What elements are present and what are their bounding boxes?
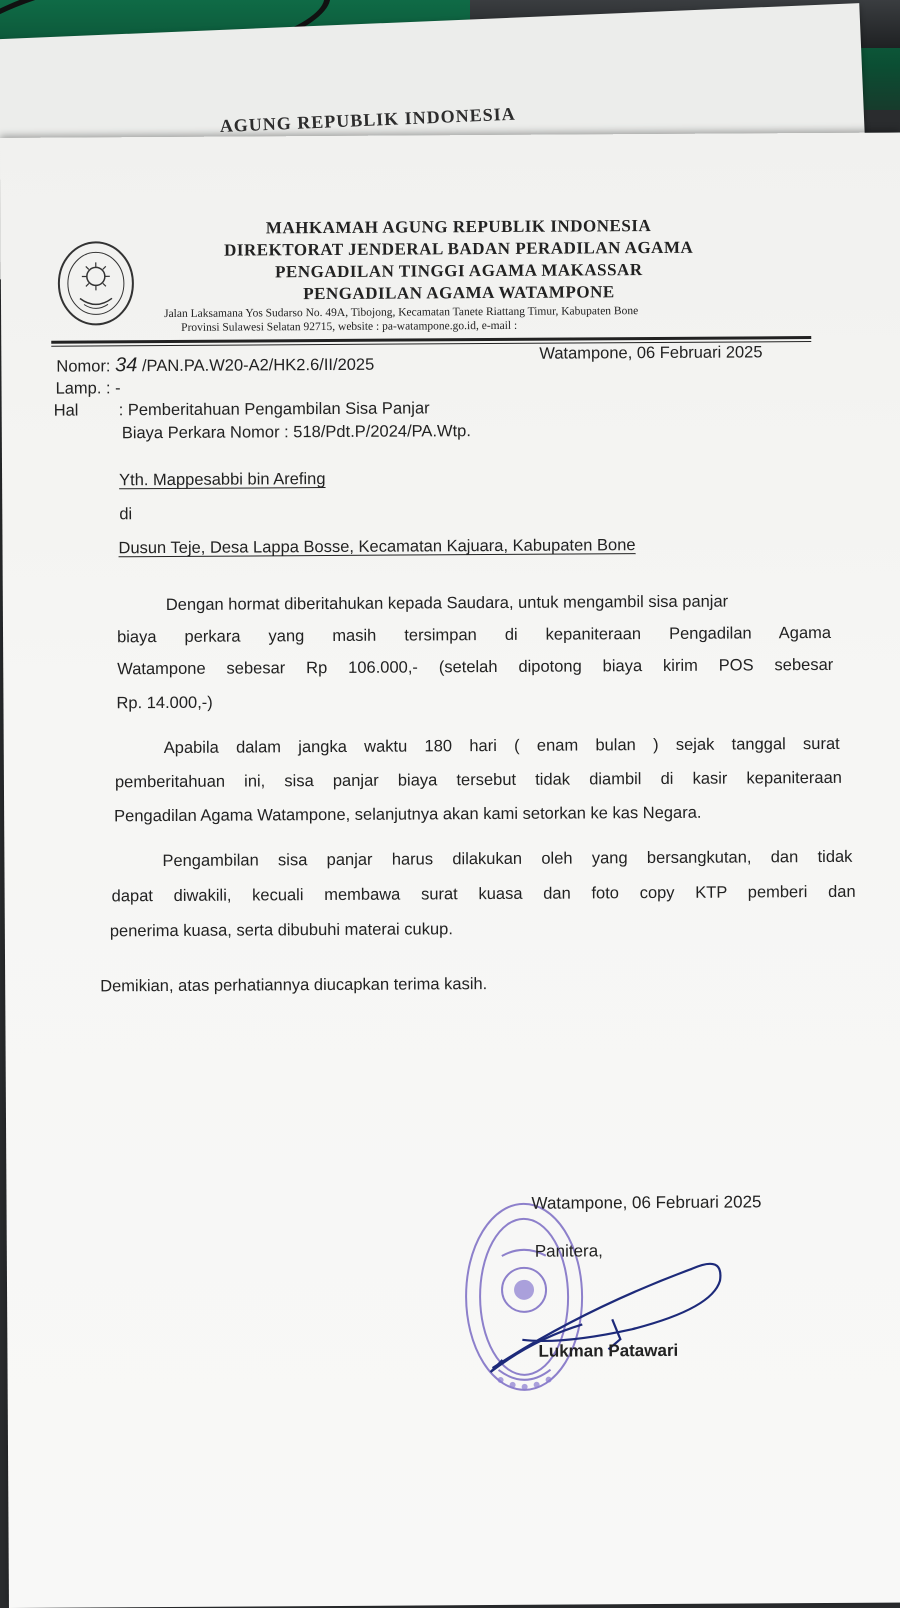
paragraph-1-line-3: Watampone sebesar Rp 106.000,- (setelah dipotong biaya kirim POS sebesar	[117, 656, 833, 679]
hal-label: Hal	[54, 402, 79, 421]
letterhead-address-1: Jalan Laksamana Yos Sudarso No. 49A, Tibojong, Kecamatan Tanete Riattang Timur, Kabupaten Bone	[164, 305, 638, 320]
recipient-name: Yth. Mappesabbi bin Arefing	[119, 470, 326, 490]
letter-place-date: Watampone, 06 Februari 2025	[539, 343, 762, 363]
nomor-rest: /PAN.PA.W20-A2/HK2.6/II/2025	[142, 356, 374, 375]
paragraph-1-line-2: biaya perkara yang masih tersimpan di kepaniteraan Pengadilan Agama	[117, 624, 831, 647]
signature-role: Panitera,	[535, 1241, 603, 1261]
paragraph-2-line-1: Apabila dalam jangka waktu 180 hari ( enam bulan ) sejak tanggal surat	[164, 735, 840, 758]
letter-number	[56, 353, 374, 378]
recipient-di: di	[119, 505, 132, 524]
court-stamp-icon	[461, 1188, 822, 1430]
recipient-address: Dusun Teje, Desa Lappa Bosse, Kecamatan Kajuara, Kabupaten Bone	[118, 536, 635, 558]
nomor-handwritten: 34	[115, 354, 137, 376]
signature-block	[461, 1188, 822, 1430]
hal-subject-line-2: Biaya Perkara Nomor : 518/Pdt.P/2024/PA.Wtp.	[122, 422, 471, 443]
letterhead-line-1: MAHKAMAH AGUNG REPUBLIK INDONESIA	[198, 216, 718, 239]
letterhead-line-4: PENGADILAN AGAMA WATAMPONE	[199, 282, 719, 305]
court-emblem-icon	[56, 240, 137, 326]
signature-place-date: Watampone, 06 Februari 2025	[531, 1192, 761, 1213]
paragraph-2-line-2: pemberitahuan ini, sisa panjar biaya tersebut tidak diambil di kasir kepaniteraan	[115, 769, 842, 792]
hal-subject-line-1: : Pemberitahuan Pengambilan Sisa Panjar	[119, 399, 430, 420]
closing-sentence: Demikian, atas perhatiannya diucapkan terima kasih.	[100, 975, 487, 996]
paragraph-3-line-2: dapat diwakili, kecuali membawa surat kuasa dan foto copy KTP pemberi dan	[112, 883, 856, 907]
paragraph-1-line-4: Rp. 14.000,-)	[116, 694, 212, 714]
letter-lamp: Lamp. : -	[55, 379, 120, 398]
letter-sheet	[0, 133, 900, 1608]
signature-name: Lukman Patawari	[538, 1341, 678, 1362]
letterhead-address-2: Provinsi Sulawesi Selatan 92715, website : pa-watampone.go.id, e-mail :	[181, 320, 517, 334]
back-sheet-title: AGUNG REPUBLIK INDONESIA	[219, 104, 516, 137]
paragraph-2-line-3: Pengadilan Agama Watampone, selanjutnya akan kami setorkan ke kas Negara.	[114, 804, 701, 827]
paragraph-3-line-3: penerima kuasa, serta dibubuhi materai cukup.	[110, 920, 453, 941]
letterhead-line-2: DIREKTORAT JENDERAL BADAN PERADILAN AGAMA	[199, 238, 719, 261]
letterhead-line-3: PENGADILAN TINGGI AGAMA MAKASSAR	[199, 260, 719, 283]
paragraph-1-line-1: Dengan hormat diberitahukan kepada Saudara, untuk mengambil sisa panjar	[166, 592, 828, 615]
paragraph-3-line-1: Pengambilan sisa panjar harus dilakukan oleh yang bersangkutan, dan tidak	[162, 848, 852, 871]
nomor-label: Nomor:	[56, 357, 110, 375]
